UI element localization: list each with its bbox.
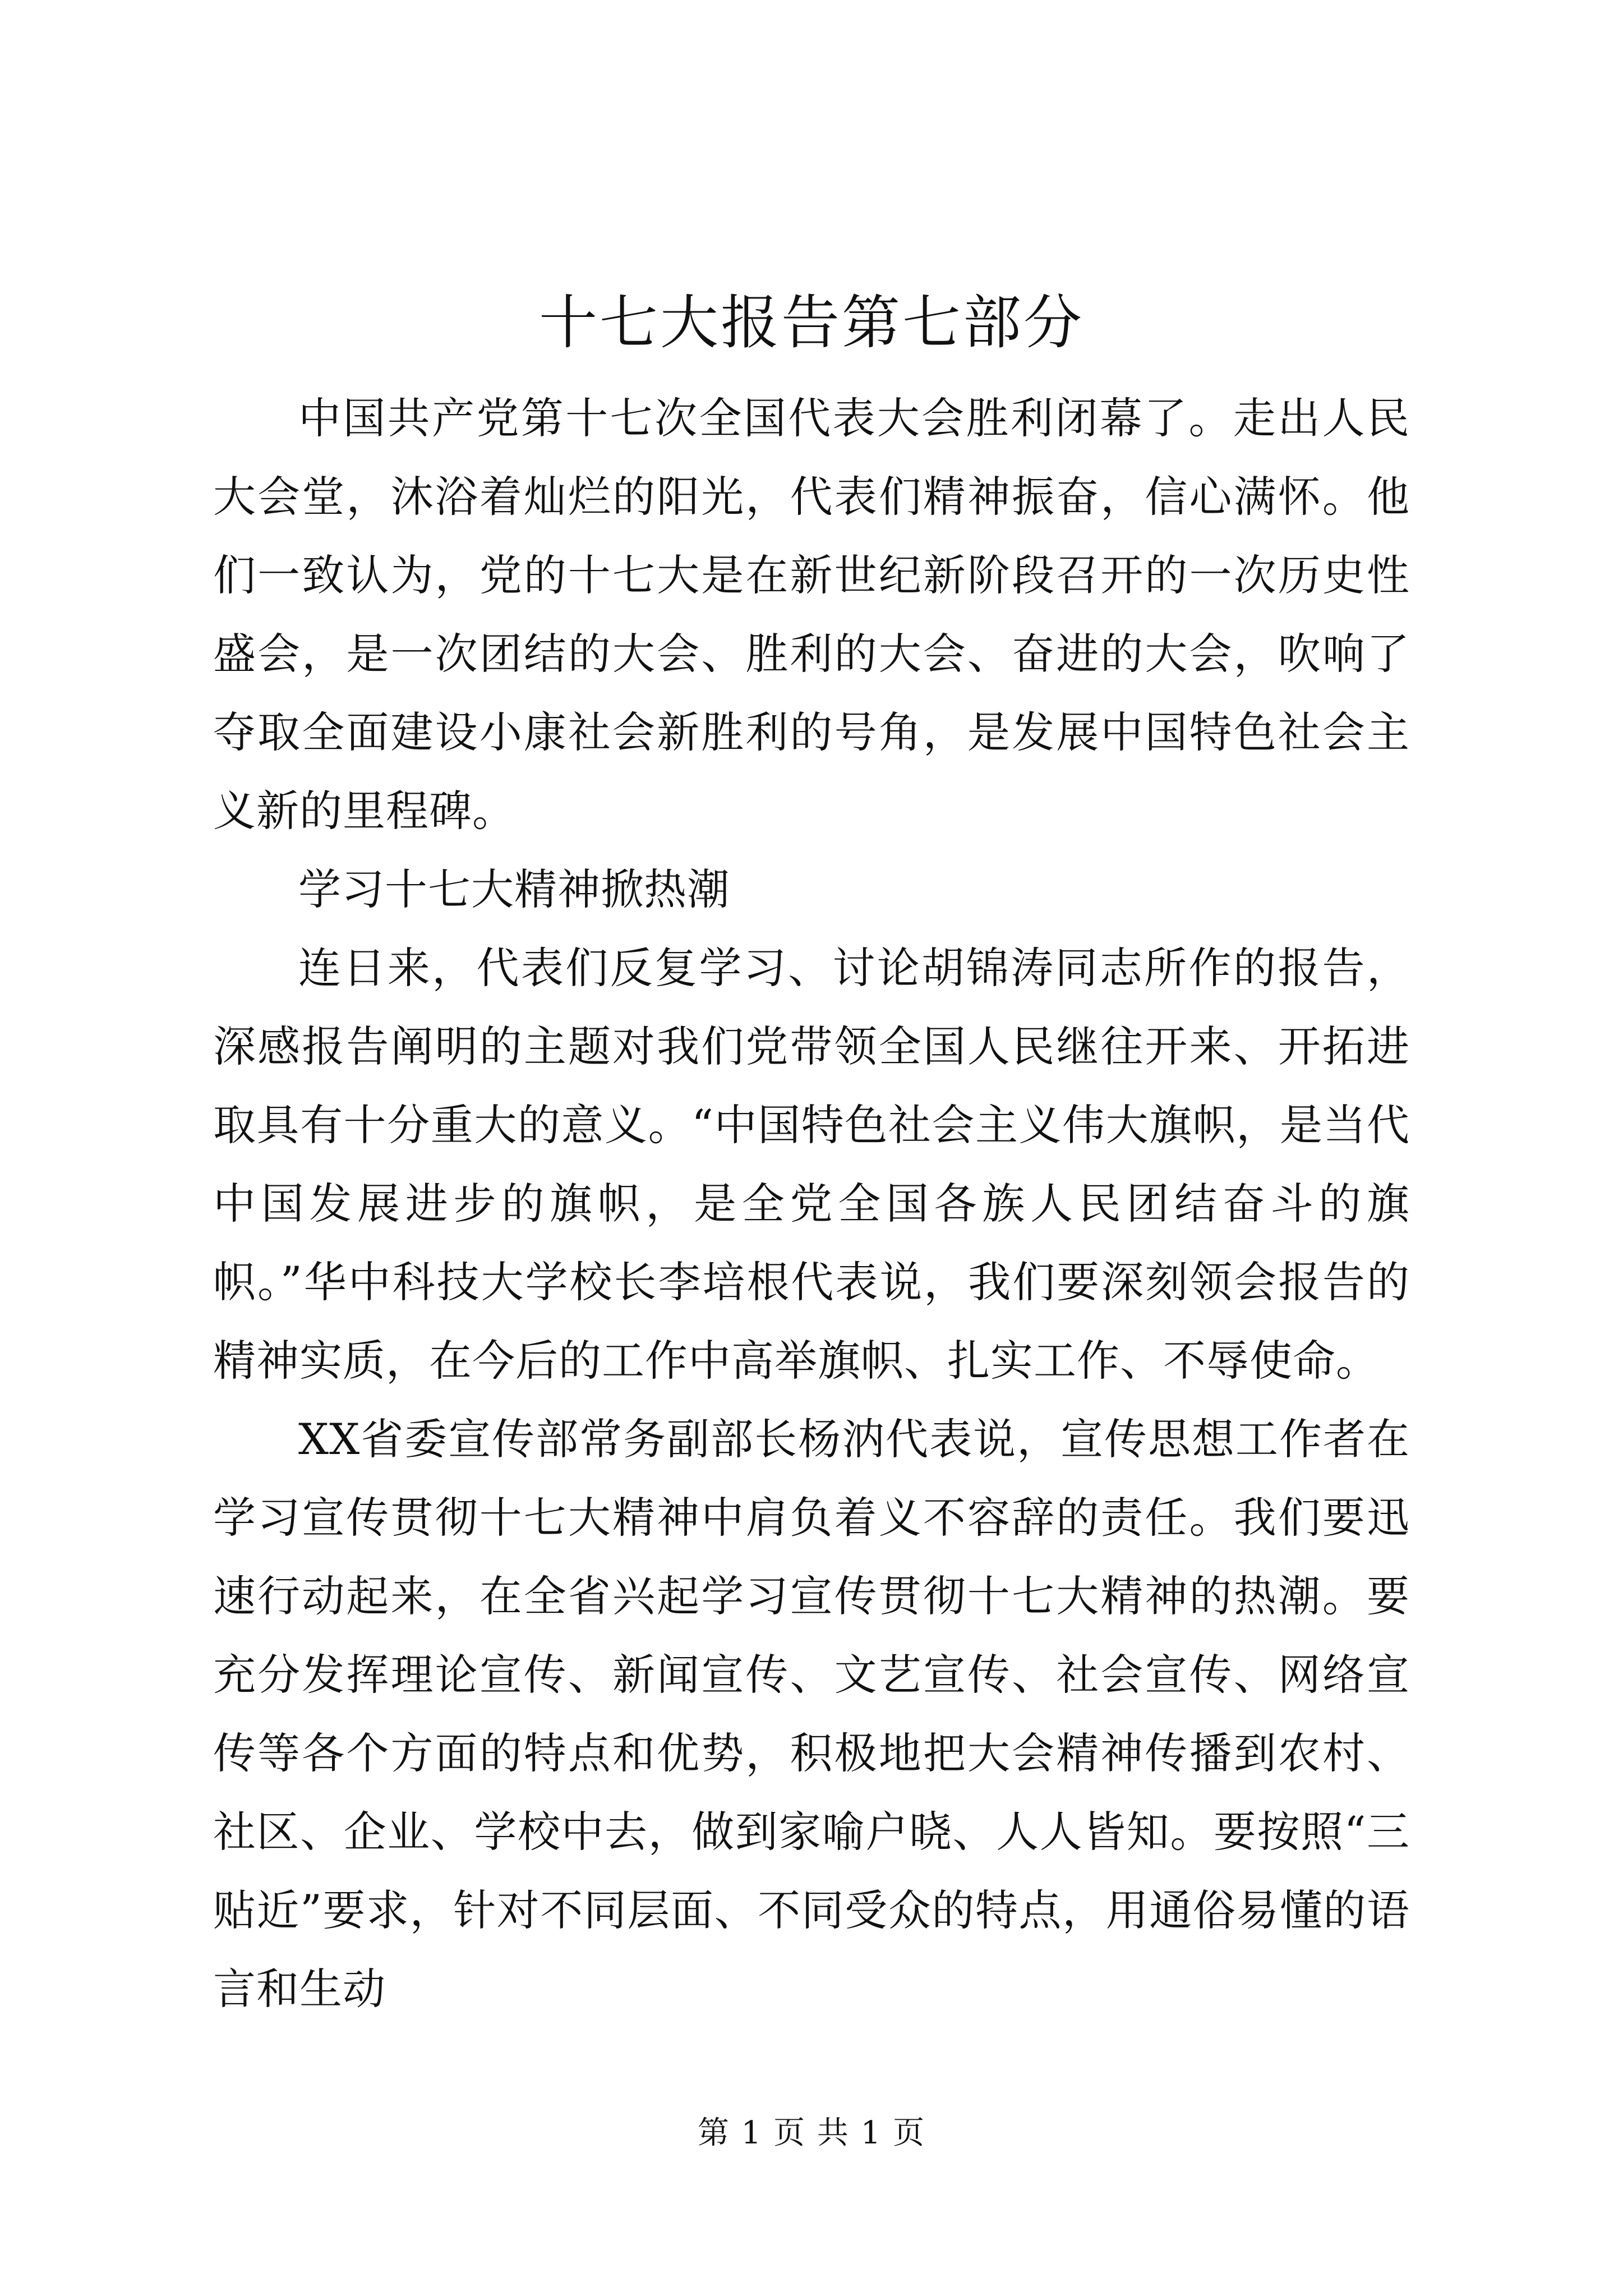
paragraph-propaganda: XX省委宣传部常务副部长杨汭代表说，宣传思想工作者在学习宣传贯彻十七大精神中肩负着义不容辞的责任。我们要迅速行动起来，在全省兴起学习宣传贯彻十七大精神的热潮。要充分发挥理论宣传、新闻宣传、文艺宣传、社会宣传、网络宣传等各个方面的特点和优势，积极地把大会精神传播到农村、社区、企业、学校中去，做到家喻户晓、人人皆知。要按照“三贴近”要求，针对不同层面、不同受众的特点，用通俗易懂的语言和生动 bbox=[213, 1414, 1410, 2014]
paragraph-delegates-study: 连日来，代表们反复学习、讨论胡锦涛同志所作的报告，深感报告阐明的主题对我们党带领全国人民继往开来、开拓进取具有十分重大的意义。“中国特色社会主义伟大旗帜，是当代中国发展进步的旗帜，是全党全国各族人民团结奋斗的旗帜。”华中科技大学校长李培根代表说，我们要深刻领会报告的精神实质，在今后的工作中高举旗帜、扎实工作、不辱使命。 bbox=[213, 943, 1410, 1386]
document-title: 十七大报告第七部分 bbox=[538, 288, 1084, 357]
paragraph-intro: 中国共产党第十七次全国代表大会胜利闭幕了。走出人民大会堂，沐浴着灿烂的阳光，代表们精神振奋，信心满怀。他们一致认为，党的十七大是在新世纪新阶段召开的一次历史性盛会，是一次团结的大会、胜利的大会、奋进的大会，吹响了夺取全面建设小康社会新胜利的号角，是发展中国特色社会主义新的里程碑。 bbox=[213, 393, 1410, 836]
section-heading: 学习十七大精神掀热潮 bbox=[298, 864, 730, 914]
document-body bbox=[213, 379, 1410, 2034]
page-number-footer: 第 1 页 共 1 页 bbox=[697, 2115, 926, 2151]
